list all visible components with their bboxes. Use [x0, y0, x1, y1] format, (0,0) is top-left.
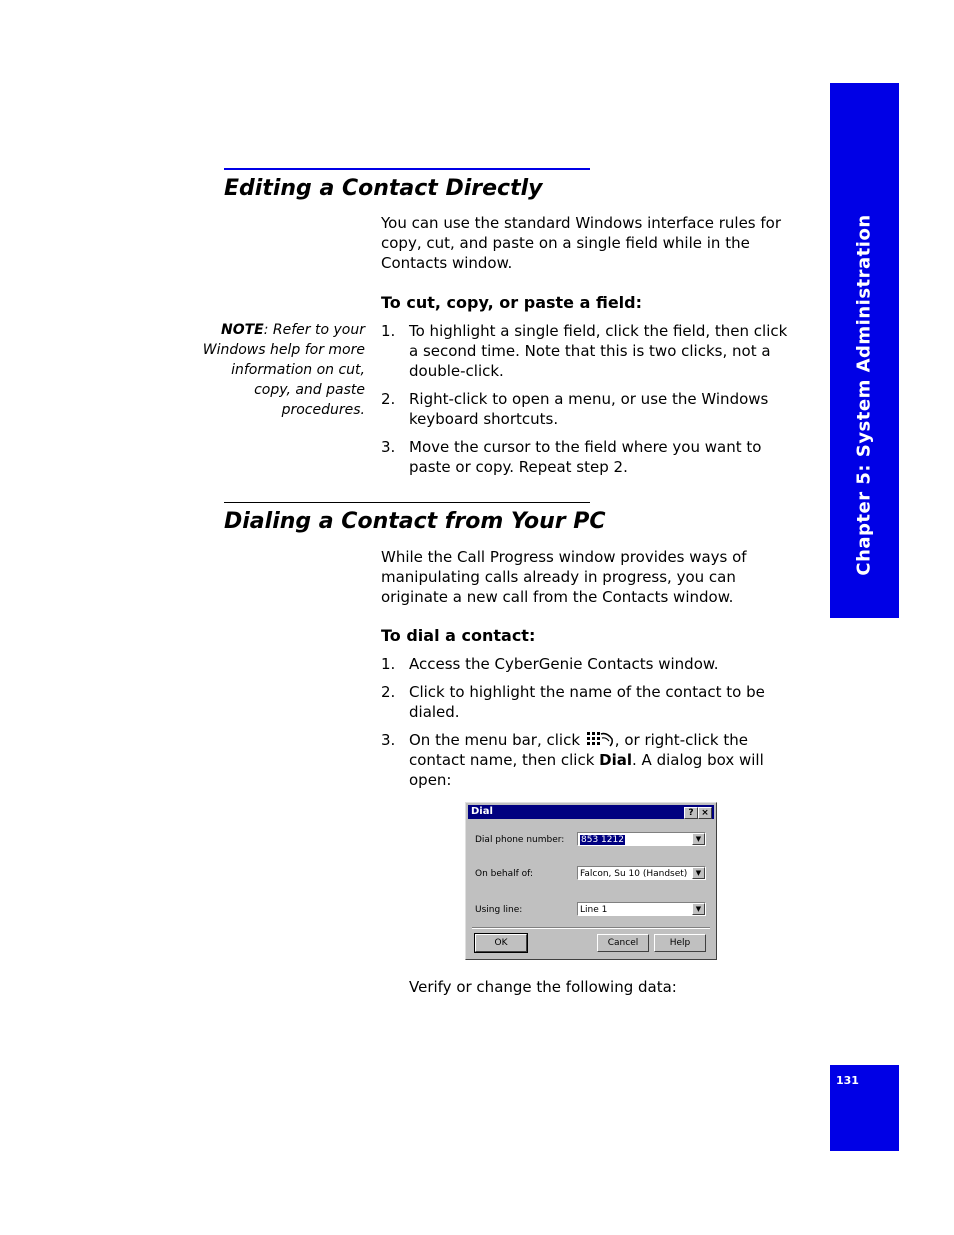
section-title-editing: Editing a Contact Directly	[224, 176, 543, 201]
dial-phone-icon	[585, 730, 615, 748]
section-intro-dialing: While the Call Progress window provides ways of manipulating calls already in progress, you can originate a new call from the Contacts window.	[381, 548, 747, 606]
page-number: 131	[836, 1074, 859, 1087]
cancel-button[interactable]: Cancel	[597, 934, 649, 952]
note-label: NOTE	[221, 322, 264, 338]
chapter-label: Chapter 5: System Administration	[853, 214, 875, 576]
on-behalf-value: Falcon, Su 10 (Handset)	[580, 869, 688, 879]
after-dialog-text: Verify or change the following data:	[409, 978, 677, 996]
section-intro-editing: You can use the standard Windows interface rules for copy, cut, and paste on a single field while in the Contacts window.	[381, 214, 782, 272]
list-item: 2. Click to highlight the name of the contact to be dialed.	[381, 683, 765, 721]
phone-number-value: 853 1212	[581, 835, 624, 845]
chevron-down-icon[interactable]: ▼	[692, 867, 705, 879]
steps-list-dial	[381, 654, 801, 798]
help-button[interactable]: Help	[654, 934, 706, 952]
section-divider	[224, 502, 590, 503]
section-title-dialing: Dialing a Contact from Your PC	[224, 509, 606, 534]
dial-dialog	[465, 802, 717, 960]
dialog-separator	[472, 927, 710, 929]
using-line-label: Using line:	[475, 905, 523, 915]
list-item: 3. Move the cursor to the field where you want to paste or copy. Repeat step 2.	[381, 438, 762, 476]
phone-number-label: Dial phone number:	[475, 835, 565, 845]
list-item: 3. On the menu bar, click , or right-click the contact name, then click Dial. A dialog box will open:	[381, 731, 764, 789]
ok-button[interactable]: OK	[475, 934, 527, 952]
dialog-title: Dial	[471, 806, 493, 817]
chevron-down-icon[interactable]: ▼	[692, 903, 705, 915]
list-item: 1. To highlight a single field, click the field, then click a second time. Note that this is two clicks, not a double-click.	[381, 322, 788, 380]
procedure-heading-dial: To dial a contact:	[381, 626, 536, 645]
note-text: : Refer to your Windows help for more information on cut, copy, and paste procedures.	[202, 322, 365, 418]
chevron-down-icon[interactable]: ▼	[692, 833, 705, 845]
on-behalf-combo[interactable]	[577, 866, 706, 880]
close-icon[interactable]: ×	[698, 807, 712, 819]
help-icon[interactable]: ?	[684, 807, 698, 819]
dialog-title-bar	[468, 805, 714, 819]
list-item: 2. Right-click to open a menu, or use the Windows keyboard shortcuts.	[381, 390, 769, 428]
phone-number-combo[interactable]	[577, 832, 706, 846]
list-item: 1. Access the CyberGenie Contacts window.	[381, 655, 719, 673]
page-number-tab	[830, 1065, 899, 1151]
steps-list-cut-copy	[381, 321, 801, 485]
on-behalf-label: On behalf of:	[475, 869, 534, 879]
using-line-combo[interactable]	[577, 902, 706, 916]
section-divider	[224, 168, 590, 170]
using-line-value: Line 1	[580, 905, 608, 915]
side-note	[195, 320, 365, 420]
chapter-side-tab	[830, 83, 899, 618]
procedure-heading-cut-copy: To cut, copy, or paste a field:	[381, 293, 642, 312]
